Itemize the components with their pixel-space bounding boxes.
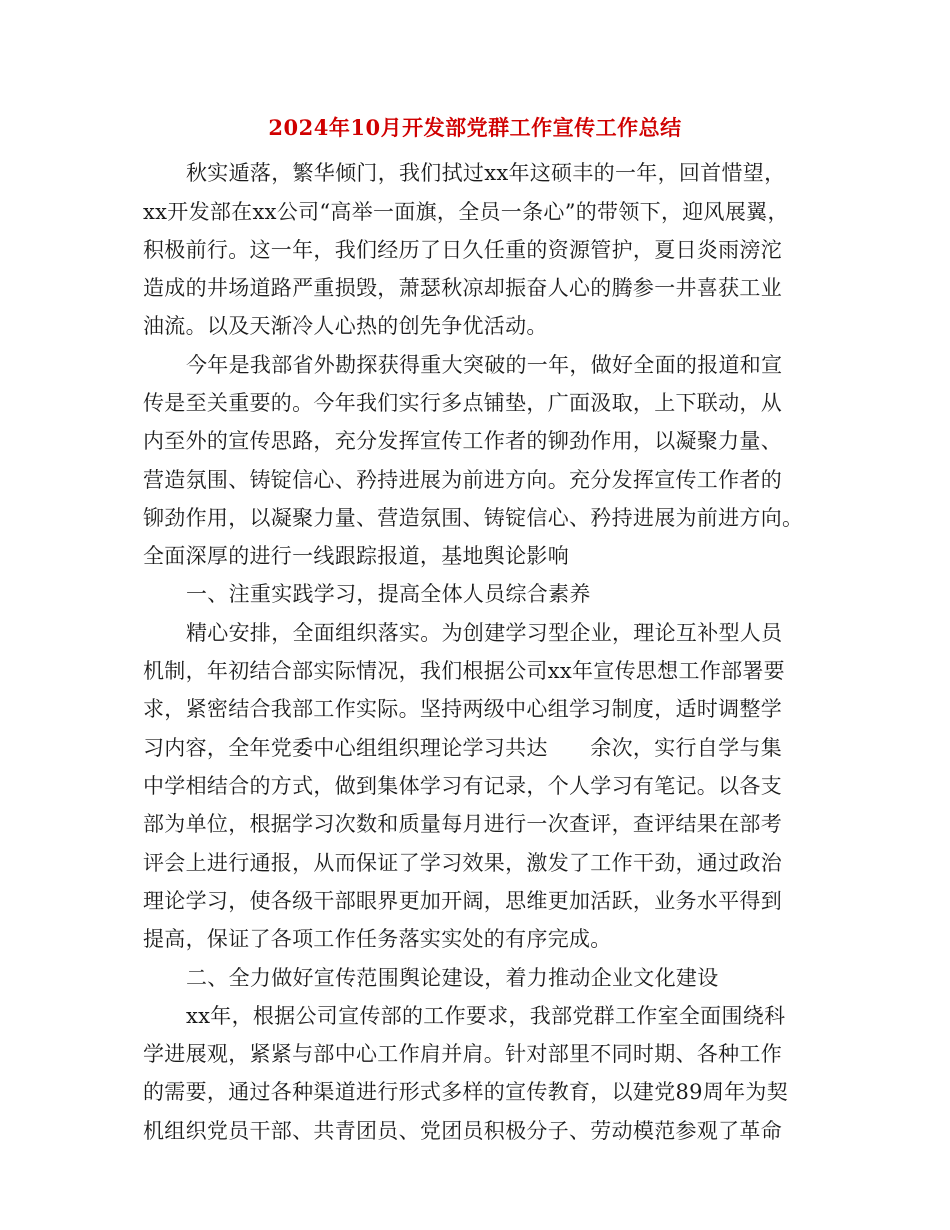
paragraph-line: 评会上进行通报，从而保证了学习效果，激发了工作干劲，通过政治: [143, 851, 782, 875]
paragraph-line: 机制，年初结合部实际情况，我们根据公司xx年宣传思想工作部署要: [143, 659, 785, 683]
paragraph-line: 理论学习，使各级干部眼界更加开阔，思维更加活跃，业务水平得到: [143, 889, 782, 913]
paragraph-line: 求，紧密结合我部工作实际。坚持两级中心组学习制度，适时调整学: [143, 697, 782, 721]
paragraph-line: 传是至关重要的。今年我们实行多点铺垫，广面汲取，上下联动，从: [143, 391, 782, 415]
paragraph-line: 造成的井场道路严重损毁，萧瑟秋凉却振奋人心的腾参一井喜获工业: [143, 276, 782, 300]
paragraph-line: 油流。以及天渐冷人心热的创先争优活动。: [143, 314, 548, 338]
document-title: 2024年10月开发部党群工作宣传工作总结: [268, 115, 682, 140]
paragraph-line: 学进展观，紧紧与部中心工作肩并肩。针对部里不同时期、各种工作: [143, 1042, 782, 1066]
paragraph-line: 内至外的宣传思路，充分发挥宣传工作者的铆劲作用，以凝聚力量、: [143, 429, 782, 453]
paragraph-line: 机组织党员干部、共青团员、党团员积极分子、劳动模范参观了革命: [143, 1119, 782, 1143]
paragraph-line: 铆劲作用，以凝聚力量、营造氛围、铸锭信心、矜持进展为前进方向。: [143, 506, 804, 530]
paragraph-line: xx开发部在xx公司“高举一面旗，全员一条心”的带领下，迎风展翼，: [143, 200, 789, 224]
paragraph-line: 全面深厚的进行一线跟踪报道，基地舆论影响: [143, 544, 569, 568]
paragraph-line: 今年是我部省外勘探获得重大突破的一年，做好全面的报道和宣: [186, 353, 783, 377]
paragraph-line: 精心安排，全面组织落实。为创建学习型企业，理论互补型人员: [186, 621, 783, 645]
paragraph-line: 的需要，通过各种渠道进行形式多样的宣传教育，以建党89周年为契: [143, 1080, 789, 1104]
section-heading: 一、注重实践学习，提高全体人员综合素养: [186, 582, 591, 606]
paragraph-line: xx年，根据公司宣传部的工作要求，我部党群工作室全面围绕科: [186, 1004, 786, 1028]
paragraph-line: 提高，保证了各项工作任务落实实处的有序完成。: [143, 927, 612, 951]
paragraph-line: 习内容，全年党委中心组组织理论学习共达 余次，实行自学与集: [143, 736, 782, 760]
paragraph-line: 秋实遁落，繁华倾门，我们拭过xx年这硕丰的一年，回首惜望，: [186, 161, 786, 185]
paragraph-line: 部为单位，根据学习次数和质量每月进行一次查评，查评结果在部考: [143, 812, 782, 836]
paragraph-line: 积极前行。这一年，我们经历了日久任重的资源管护，夏日炎雨滂沱: [143, 238, 782, 262]
paragraph-line: 中学相结合的方式，做到集体学习有记录，个人学习有笔记。以各支: [143, 774, 782, 798]
paragraph-line: 营造氛围、铸锭信心、矜持进展为前进方向。充分发挥宣传工作者的: [143, 468, 782, 492]
section-heading: 二、全力做好宣传范围舆论建设，着力推动企业文化建设: [186, 966, 719, 990]
